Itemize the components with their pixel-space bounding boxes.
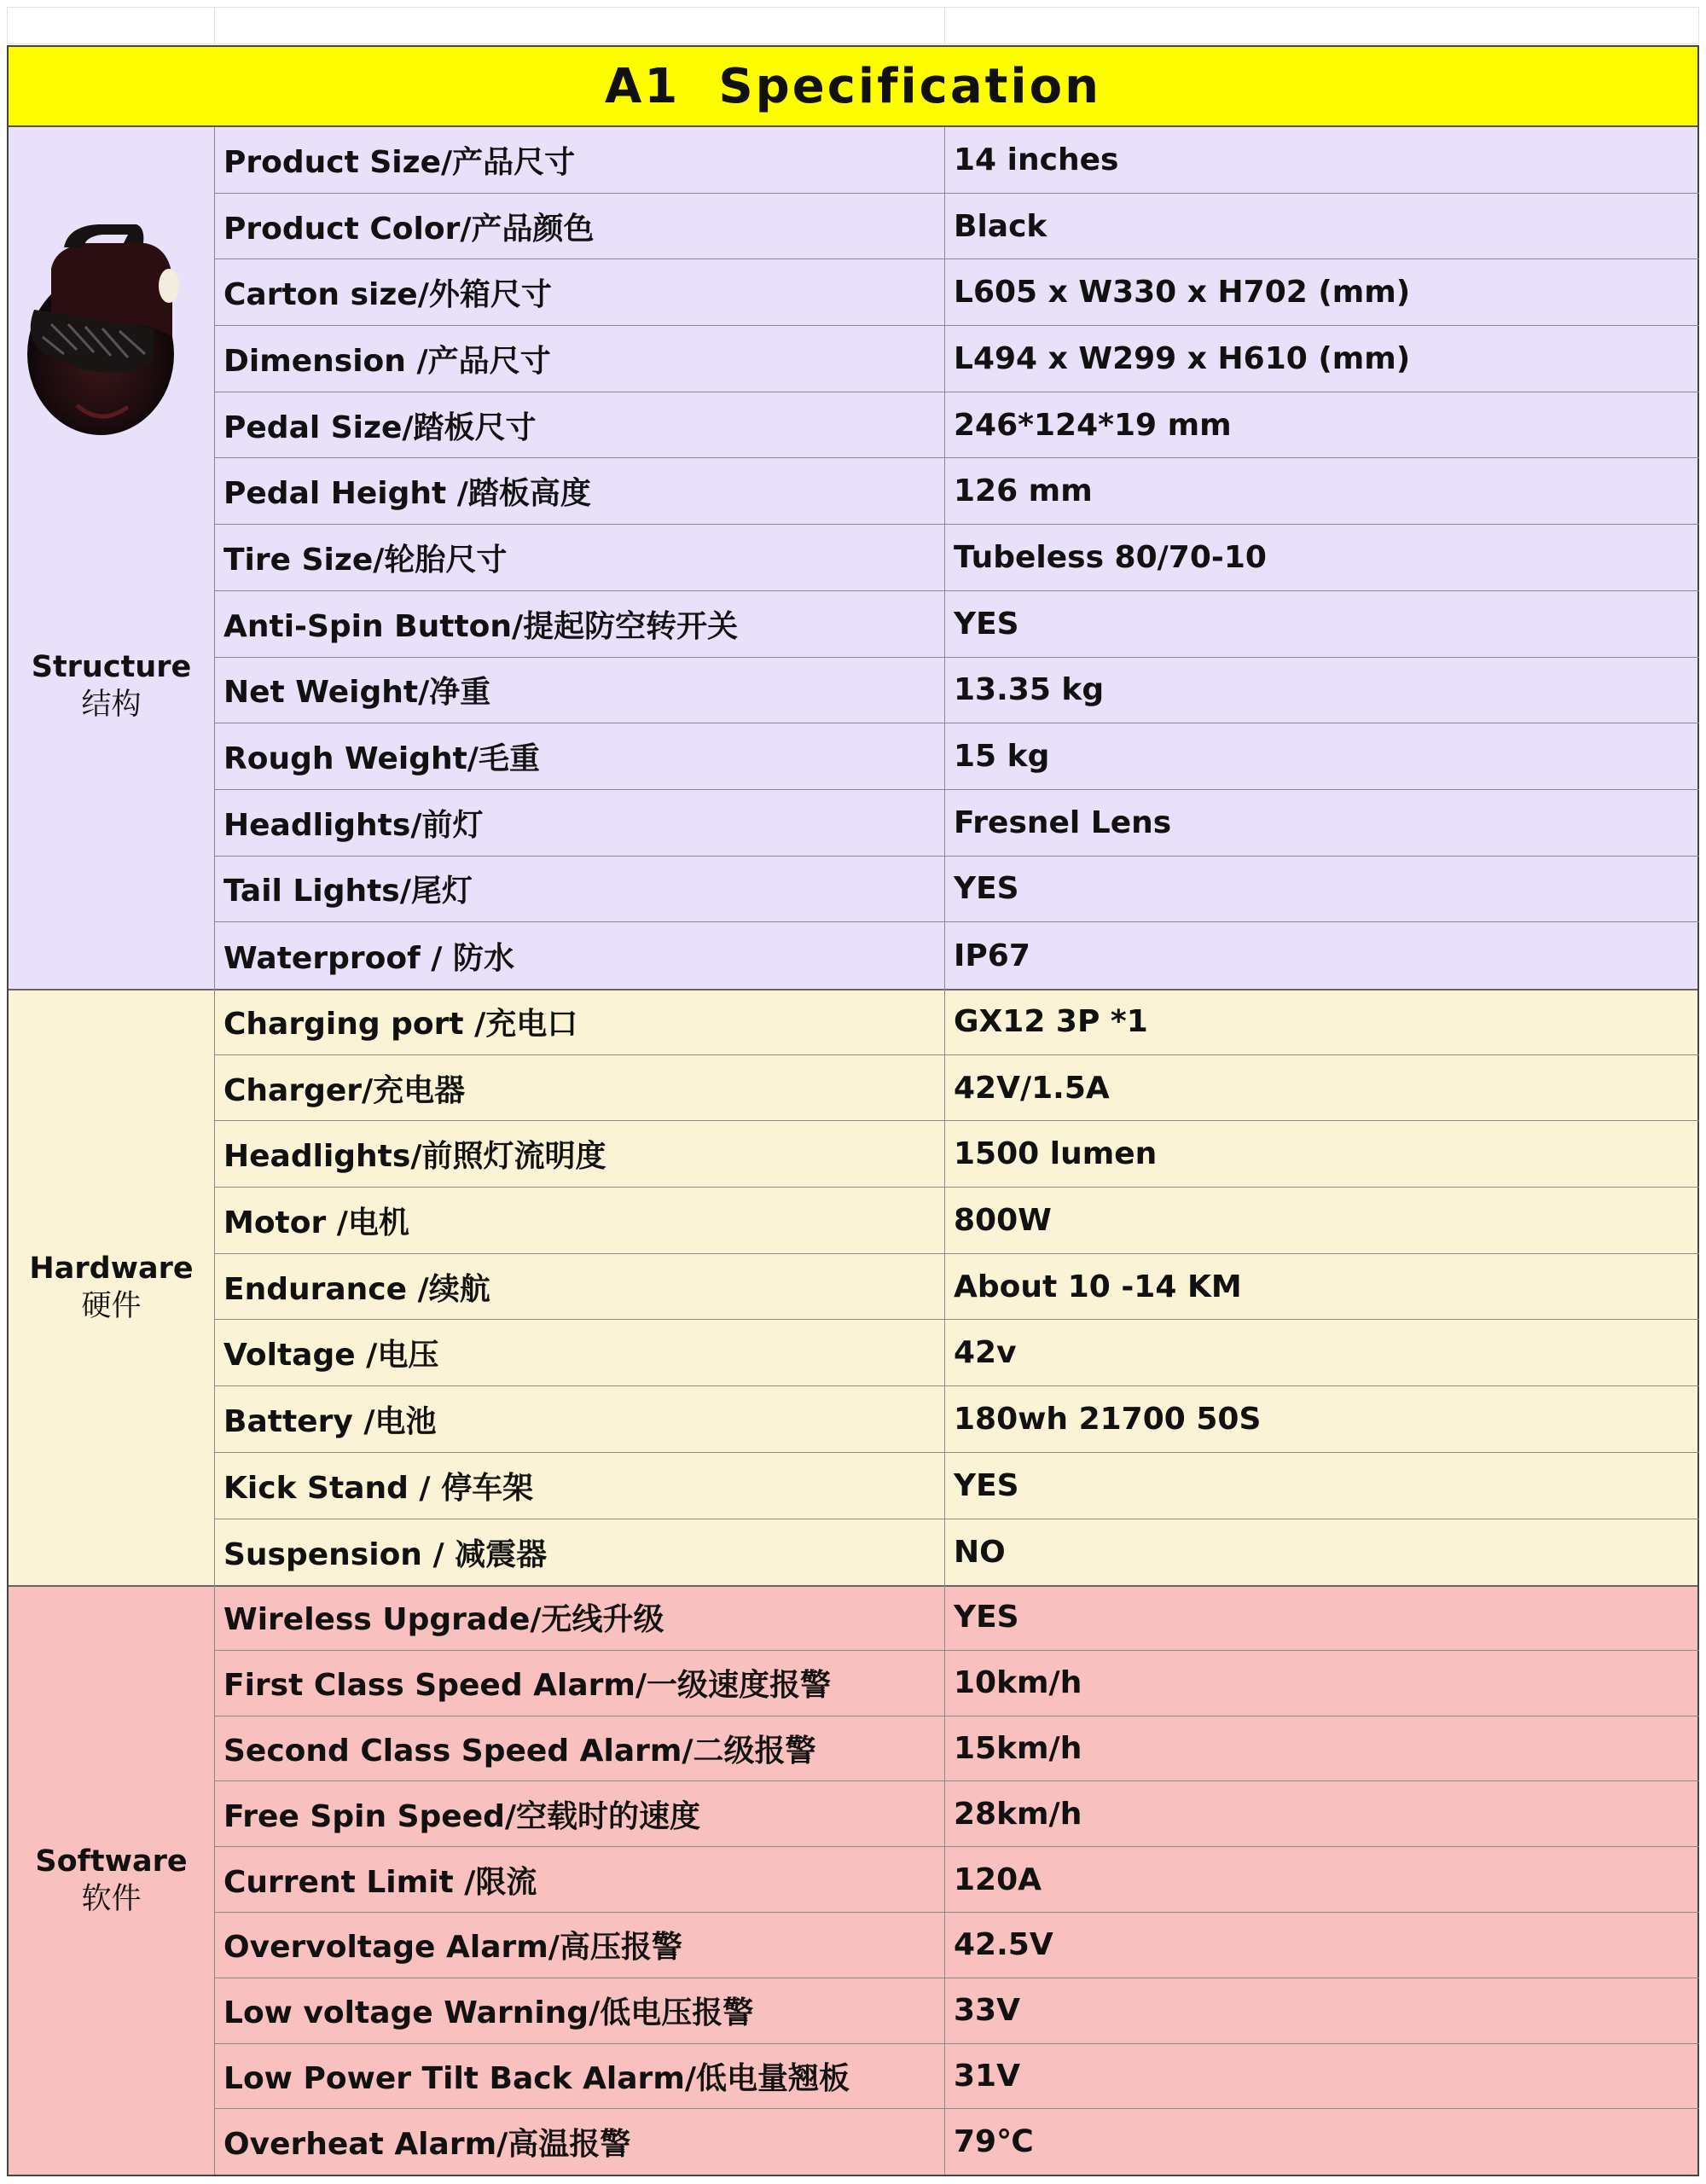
spec-label: Waterproof / 防水 xyxy=(215,922,945,989)
table-row xyxy=(215,259,1699,326)
spec-label: First Class Speed Alarm/一级速度报警 xyxy=(215,1651,945,1716)
spec-value: IP67 xyxy=(954,938,1030,973)
table-row xyxy=(215,1913,1699,1978)
spec-value: 1500 lumen xyxy=(954,1136,1158,1172)
spec-value: 120A xyxy=(954,1862,1042,1897)
spec-label: Anti-Spin Button/提起防空转开关 xyxy=(215,591,945,657)
page-title: A1 Specification xyxy=(605,58,1101,114)
spec-value: 15 kg xyxy=(954,739,1050,775)
table-row xyxy=(215,458,1699,525)
table-row xyxy=(215,1847,1699,1913)
spec-label: Pedal Size/踏板尺寸 xyxy=(215,392,945,458)
table-row xyxy=(215,857,1699,923)
table-row xyxy=(215,1716,1699,1782)
spec-value: 33V xyxy=(954,1993,1020,2029)
table-row xyxy=(215,194,1699,260)
spec-value: Tubeless 80/70-10 xyxy=(954,539,1267,575)
spec-value: 42.5V xyxy=(954,1927,1053,1963)
category-label-zh: 软件 xyxy=(81,1881,142,1916)
table-row xyxy=(215,989,1699,1055)
table-row xyxy=(215,1978,1699,2044)
table-row xyxy=(215,922,1699,989)
spec-label: Low Power Tilt Back Alarm/低电量翘板 xyxy=(215,2044,945,2109)
spec-label: Tire Size/轮胎尺寸 xyxy=(215,525,945,590)
category-label-en: Structure xyxy=(31,650,192,684)
section-software xyxy=(9,1585,1697,2175)
table-row xyxy=(215,2109,1699,2175)
table-row xyxy=(215,1188,1699,1254)
spec-value: Fresnel Lens xyxy=(954,804,1172,840)
spec-label: Rough Weight/毛重 xyxy=(215,723,945,789)
spec-label: Wireless Upgrade/无线升级 xyxy=(215,1585,945,1650)
table-row xyxy=(215,392,1699,459)
spec-label: Product Size/产品尺寸 xyxy=(215,127,945,193)
grid-line xyxy=(214,8,215,44)
spec-label: Second Class Speed Alarm/二级报警 xyxy=(215,1716,945,1781)
spec-rows xyxy=(215,1585,1699,2175)
spec-label: Headlights/前灯 xyxy=(215,790,945,856)
category-label-zh: 硬件 xyxy=(81,1288,142,1323)
table-row xyxy=(215,1781,1699,1847)
spec-value: YES xyxy=(954,1467,1019,1503)
spec-label: Voltage /电压 xyxy=(215,1320,945,1385)
section-structure xyxy=(9,127,1697,989)
title-bar xyxy=(9,47,1697,127)
spec-value: 126 mm xyxy=(954,473,1093,509)
table-row xyxy=(215,1386,1699,1453)
table-row xyxy=(215,1254,1699,1321)
spec-label: Overheat Alarm/高温报警 xyxy=(215,2109,945,2175)
spec-rows xyxy=(215,127,1699,989)
spec-label: Motor /电机 xyxy=(215,1188,945,1253)
spec-value: 28km/h xyxy=(954,1796,1082,1832)
spec-value: 10km/h xyxy=(954,1665,1082,1701)
table-row xyxy=(215,591,1699,658)
table-row xyxy=(215,127,1699,194)
spec-value: YES xyxy=(954,606,1019,642)
table-row xyxy=(215,790,1699,857)
spec-label: Charger/充电器 xyxy=(215,1055,945,1121)
spec-label: Pedal Height /踏板高度 xyxy=(215,458,945,524)
table-row xyxy=(215,525,1699,591)
spec-value: YES xyxy=(954,1600,1019,1635)
table-row xyxy=(215,1585,1699,1651)
unicycle-product-image xyxy=(17,209,179,439)
spec-value: 79℃ xyxy=(954,2124,1034,2160)
spec-value: 31V xyxy=(954,2058,1020,2094)
spec-label: Kick Stand / 停车架 xyxy=(215,1453,945,1519)
spec-value: 800W xyxy=(954,1202,1052,1238)
spec-value: 15km/h xyxy=(954,1730,1082,1766)
spec-rows xyxy=(215,989,1699,1585)
spec-label: Dimension /产品尺寸 xyxy=(215,326,945,392)
category-label-en: Software xyxy=(35,1844,188,1879)
table-row xyxy=(215,1453,1699,1519)
spec-value: 13.35 kg xyxy=(954,672,1105,708)
spec-value: 14 inches xyxy=(954,142,1119,177)
spec-value: Black xyxy=(954,208,1047,244)
table-row xyxy=(215,723,1699,790)
section-hardware xyxy=(9,989,1697,1585)
spec-label: Product Color/产品颜色 xyxy=(215,194,945,259)
category-cell-hardware xyxy=(9,989,215,1585)
category-label-zh: 结构 xyxy=(81,688,142,722)
spec-label: Carton size/外箱尺寸 xyxy=(215,259,945,325)
spec-value: NO xyxy=(954,1534,1006,1570)
table-row xyxy=(215,1320,1699,1386)
grid-line xyxy=(944,8,945,44)
spec-value: 246*124*19 mm xyxy=(954,407,1232,443)
spec-label: Suspension / 减震器 xyxy=(215,1519,945,1586)
spec-value: 180wh 21700 50S xyxy=(954,1401,1262,1437)
spec-value: L494 x W299 x H610 (mm) xyxy=(954,340,1411,376)
table-row xyxy=(215,1055,1699,1122)
spec-label: Battery /电池 xyxy=(215,1386,945,1452)
spec-value: GX12 3P *1 xyxy=(954,1003,1148,1039)
spec-label: Endurance /续航 xyxy=(215,1254,945,1320)
spec-label: Headlights/前照灯流明度 xyxy=(215,1121,945,1187)
category-cell-software xyxy=(9,1585,215,2175)
spec-label: Tail Lights/尾灯 xyxy=(215,857,945,922)
table-row xyxy=(215,1519,1699,1586)
spec-label: Low voltage Warning/低电压报警 xyxy=(215,1978,945,2043)
spec-value: About 10 -14 KM xyxy=(954,1269,1242,1304)
spec-value: 42V/1.5A xyxy=(954,1070,1110,1106)
top-empty-grid xyxy=(7,7,1699,44)
table-row xyxy=(215,1121,1699,1188)
category-cell-structure xyxy=(9,127,215,989)
spec-label: Charging port /充电口 xyxy=(215,989,945,1054)
spec-value: L605 x W330 x H702 (mm) xyxy=(954,275,1411,311)
table-row xyxy=(215,326,1699,392)
table-row xyxy=(215,1651,1699,1716)
spec-label: Free Spin Speed/空载时的速度 xyxy=(215,1781,945,1846)
spec-label: Current Limit /限流 xyxy=(215,1847,945,1912)
spec-label: Overvoltage Alarm/高压报警 xyxy=(215,1913,945,1978)
spec-value: YES xyxy=(954,871,1019,907)
table-row xyxy=(215,2044,1699,2110)
spec-value: 42v xyxy=(954,1335,1017,1371)
table-row xyxy=(215,658,1699,724)
spec-label: Net Weight/净重 xyxy=(215,658,945,723)
spec-table xyxy=(7,45,1699,2176)
category-label-en: Hardware xyxy=(29,1251,194,1286)
